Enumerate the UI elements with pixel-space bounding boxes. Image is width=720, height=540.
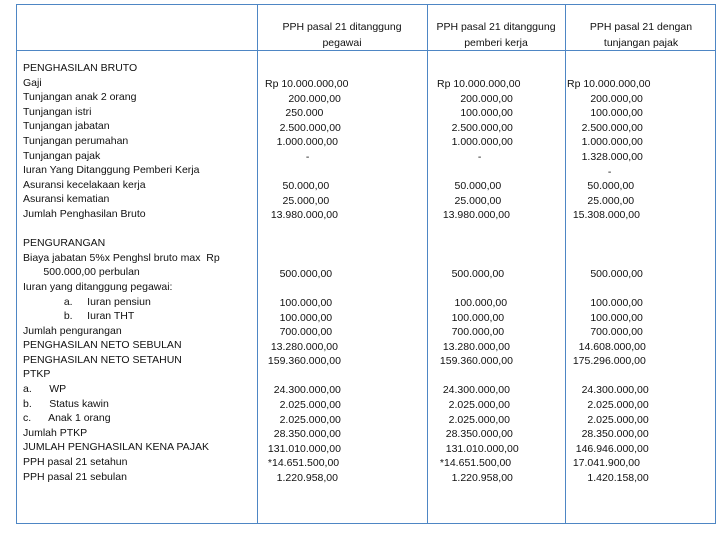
col1-cell-7: 50.000,00 <box>265 180 330 193</box>
values-col3 <box>567 77 707 486</box>
col1-cell-5: - <box>265 150 310 163</box>
col1-cell-19: 159.360.000,00 <box>265 355 341 368</box>
col3-cell-26: 17.041.900,00 <box>567 457 640 470</box>
col1-cell-6 <box>265 165 435 180</box>
col1-cell-2: 250.000 <box>265 107 324 120</box>
label-row-17: b. Iuran THT <box>23 310 135 323</box>
label-row-24: c. Anak 1 orang <box>23 412 111 425</box>
header-col2-line1: PPH pasal 21 ditanggung <box>436 21 556 33</box>
row-labels <box>23 61 263 484</box>
col3-cell-2: 100.000,00 <box>567 107 643 120</box>
col2-cell-4: 1.000.000,00 <box>437 136 513 149</box>
header-col3-line2: tunjangan pajak <box>603 37 679 49</box>
col3-cell-15: 100.000,00 <box>567 296 643 309</box>
col2-cell-13: 500.000,00 <box>437 267 505 280</box>
col2-cell-23: 2.025.000,00 <box>437 413 510 426</box>
label-row-6: Tunjangan pajak <box>23 149 101 162</box>
col1-cell-17: 700.000,00 <box>265 326 333 339</box>
label-row-7: Iuran Yang Ditanggung Pemberi Kerja <box>23 164 200 177</box>
label-row-2: Tunjangan anak 2 orang <box>23 91 137 104</box>
col3-cell-17: 700.000,00 <box>567 326 643 339</box>
col2-cell-3: 2.500.000,00 <box>437 121 513 134</box>
label-row-15: Iuran yang ditanggung pegawai: <box>23 280 173 293</box>
col3-cell-21: 24.300.000,00 <box>567 384 649 397</box>
col1-cell-14 <box>265 281 435 296</box>
label-row-5: Tunjangan perumahan <box>23 134 129 147</box>
col3-cell-16: 100.000,00 <box>567 311 643 324</box>
col1-cell-23: 2.025.000,00 <box>265 413 341 426</box>
col3-cell-24: 28.350.000,00 <box>567 428 649 441</box>
col1-cell-26: *14.651.500,00 <box>265 457 340 470</box>
col3-cell-18: 14.608.000,00 <box>567 340 646 353</box>
col3-cell-3: 2.500.000,00 <box>567 121 643 134</box>
col3-cell-22: 2.025.000,00 <box>567 399 649 412</box>
header-col1-line1: PPH pasal 21 ditanggung <box>282 21 402 33</box>
col3-cell-23: 2.025.000,00 <box>567 413 649 426</box>
col2-cell-27: 1.220.958,00 <box>437 472 513 485</box>
label-row-25: Jumlah PTKP <box>23 426 88 439</box>
header-col1 <box>257 19 427 51</box>
col2-cell-9: 13.980.000,00 <box>437 209 510 222</box>
label-row-11 <box>23 222 263 237</box>
col1-cell-0: Rp 10.000.000,00 <box>265 78 349 90</box>
col2-cell-16: 100.000,00 <box>437 311 505 324</box>
col2-cell-24: 28.350.000,00 <box>437 428 513 441</box>
col1-cell-16: 100.000,00 <box>265 311 333 324</box>
label-row-26: JUMLAH PENGHASILAN KENA PAJAK <box>23 441 209 454</box>
col3-cell-6: - <box>567 165 612 178</box>
col1-cell-25: 131.010.000,00 <box>265 442 341 455</box>
header-col2-line2: pemberi kerja <box>464 37 528 49</box>
col1-cell-15: 100.000,00 <box>265 296 333 309</box>
col3-cell-25: 146.946.000,00 <box>567 442 649 455</box>
col2-cell-25: 131.010.000,00 <box>437 442 519 455</box>
col3-cell-14 <box>567 281 707 296</box>
col2-cell-21: 24.300.000,00 <box>437 384 510 397</box>
col1-cell-9: 13.980.000,00 <box>265 209 338 222</box>
col3-cell-10 <box>567 223 707 238</box>
col1-cell-13: 500.000,00 <box>265 267 333 280</box>
label-row-8: Asuransi kecelakaan kerja <box>23 178 146 191</box>
label-row-23: b. Status kawin <box>23 397 109 410</box>
col2-cell-26: *14.651.500,00 <box>437 457 512 470</box>
col1-cell-10 <box>265 223 435 238</box>
label-row-20: PENGHASILAN NETO SETAHUN <box>23 353 182 366</box>
header-col3-line1: PPH pasal 21 dengan <box>589 21 693 33</box>
col3-cell-20 <box>567 369 707 384</box>
col2-cell-15: 100.000,00 <box>437 296 508 309</box>
col2-cell-19: 159.360.000,00 <box>437 355 513 368</box>
col3-cell-13: 500.000,00 <box>567 267 643 280</box>
header-col1-line2: pegawai <box>322 37 362 49</box>
col1-cell-21: 24.300.000,00 <box>265 384 341 397</box>
col2-cell-2: 100.000,00 <box>437 107 513 120</box>
col1-cell-27: 1.220.958,00 <box>265 472 338 485</box>
col2-cell-17: 700.000,00 <box>437 326 505 339</box>
col3-cell-9: 15.308.000,00 <box>567 209 640 222</box>
values-col1 <box>265 77 435 486</box>
label-row-10: Jumlah Penghasilan Bruto <box>23 207 146 220</box>
label-row-22: a. WP <box>23 383 67 396</box>
col1-cell-20 <box>265 369 435 384</box>
col1-cell-1: 200.000,00 <box>265 92 341 105</box>
col1-cell-11 <box>265 238 435 253</box>
label-row-28: PPH pasal 21 sebulan <box>23 470 127 483</box>
label-row-9: Asuransi kematian <box>23 193 110 206</box>
col2-cell-1: 200.000,00 <box>437 92 513 105</box>
col1-cell-24: 28.350.000,00 <box>265 428 341 441</box>
col2-cell-22: 2.025.000,00 <box>437 399 510 412</box>
col3-cell-27: 1.420.158,00 <box>567 472 649 485</box>
col1-cell-3: 2.500.000,00 <box>265 121 341 134</box>
label-row-0: PENGHASILAN BRUTO <box>23 62 138 74</box>
col3-cell-5: 1.328.000,00 <box>567 150 643 163</box>
label-row-21: PTKP <box>23 368 51 381</box>
label-row-18: Jumlah pengurangan <box>23 324 122 337</box>
col1-cell-22: 2.025.000,00 <box>265 399 341 412</box>
col3-cell-1: 200.000,00 <box>567 92 643 105</box>
label-row-1: Gaji <box>23 76 42 89</box>
col3-cell-8: 25.000,00 <box>567 194 635 207</box>
label-row-16: a. Iuran pensiun <box>23 295 151 308</box>
col3-cell-4: 1.000.000,00 <box>567 136 643 149</box>
tax-comparison-table <box>16 4 716 524</box>
col2-cell-0: Rp 10.000.000,00 <box>437 78 521 90</box>
label-row-4: Tunjangan jabatan <box>23 120 110 133</box>
col2-cell-7: 50.000,00 <box>437 180 502 193</box>
label-row-19: PENGHASILAN NETO SEBULAN <box>23 339 182 352</box>
col1-cell-18: 13.280.000,00 <box>265 340 338 353</box>
col3-cell-11 <box>567 238 707 253</box>
col1-cell-12 <box>265 252 435 267</box>
label-row-3: Tunjangan istri <box>23 105 92 118</box>
col1-cell-4: 1.000.000,00 <box>265 136 338 149</box>
col2-cell-8: 25.000,00 <box>437 194 502 207</box>
label-row-12: PENGURANGAN <box>23 237 106 250</box>
col2-cell-18: 13.280.000,00 <box>437 340 510 353</box>
col3-cell-7: 50.000,00 <box>567 180 635 193</box>
col1-cell-8: 25.000,00 <box>265 194 330 207</box>
col3-cell-12 <box>567 252 707 267</box>
label-row-27: PPH pasal 21 setahun <box>23 456 128 469</box>
label-row-13: Biaya jabatan 5%x Penghsl bruto max Rp <box>23 251 220 264</box>
label-row-14: 500.000,00 perbulan <box>23 266 140 279</box>
header-col3 <box>565 19 717 51</box>
header-col2 <box>427 19 565 51</box>
col3-cell-19: 175.296.000,00 <box>567 355 646 368</box>
col3-cell-0: Rp 10.000.000,00 <box>567 78 651 90</box>
col2-cell-5: - <box>437 150 482 163</box>
